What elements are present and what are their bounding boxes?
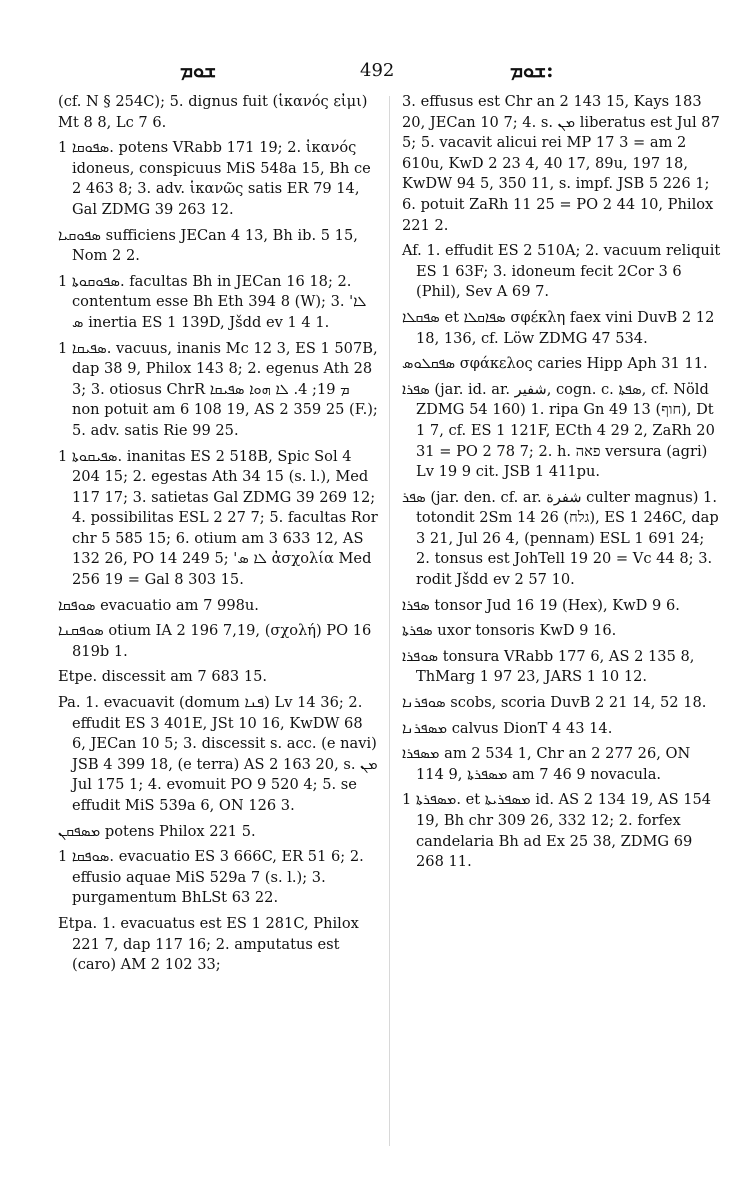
dictionary-entry: (cf. N § 254C); 5. dignus fuit (ἱκανός εἰμι) Mt 8 8, Lc 7 6. <box>58 93 368 131</box>
dictionary-entry: ܣܦܝܩܘܬܐ 1. inanitas ES 2 518B, Spic Sol 4 204 15; 2. egestas Ath 34 15 (s. l.), Med 117 17; 3. satietas Gal ZDMG 39 269 12; 4. possibilitas ESL 2 27 7; 5. facultas Ror chr 5 585 15; 6. otium am 3 633 12, AS 132 26, PO 14 249 5; 'ܠܐ ܣ ἀσχολία Med 256 19 = Gal 8 303 15. <box>58 447 378 589</box>
dictionary-entry: ܣܘܦܩܢܐ otium IA 2 196 7,19, (σχολή) PO 16 819b 1. <box>58 622 372 660</box>
dictionary-entry: ܣܦܝܩܐ 1. vacuus, inanis Mc 12 3, ES 1 507B, dap 38 9, Philox 143 8; 2. egenus Ath 28 3; 3. otiosus ChrR ܡ 19; 4. ܠܐ ܗܘܐ ܣܦܝܩܐ non potuit am 6 108 19, AS 2 359 25 (F.); 5. adv. satis Rie 99 25. <box>58 339 378 439</box>
dictionary-entry: Pa. 1. evacuavit (domum ܦܢܐ) Lv 14 36; 2. effudit ES 3 401E, JSt 10 16, KwDW 68 6, JECan 10 5; 3. discessit s. acc. (e navi) JSB 4 399 18, (e terra) AS 2 163 20, s. ܡܢ Jul 175 1; 4. evomuit PO 9 520 4; 5. se effudit MiS 539a 6, ON 126 3. <box>58 694 378 814</box>
dictionary-entry: ܡܣܦܪܬܐ 1. et ܡܣܦܪܝܬܐ id. AS 2 134 19, AS 154 19, Bh chr 309 26, 332 12; 2. forfex candelaria Bh ad Ex 25 38, ZDMG 69 268 11. <box>402 791 712 871</box>
dictionary-entry: Etpa. 1. evacuatus est ES 1 281C, Philox 221 7, dap 117 16; 2. amputatus est (caro) AM 2 102 33; <box>58 914 359 974</box>
dictionary-entry: ܣܘܦܪܐ tonsura VRabb 177 6, AS 2 135 8, ThMarg 1 97 23, JARS 1 10 12. <box>402 647 695 686</box>
header-left-word: ܫܘܡ <box>180 58 217 82</box>
dictionary-entry: ܡܣܦܪܢܐ calvus DionT 4 43 14. <box>402 719 613 737</box>
dictionary-entry: ܣܦܘܩܝܐ sufficiens JECan 4 13, Bh ib. 5 15, Nom 2 2. <box>58 226 358 265</box>
dictionary-entry: ܣܦܩܠܘܣ σφάκελος caries Hipp Aph 31 11. <box>402 355 708 373</box>
column-divider <box>389 96 390 1146</box>
dictionary-entry: ܣܦܪ (jar. den. cf. ar. شفرة culter magnus) 1. totondit 2Sm 14 26 (גלח), ES 1 246C, dap 3 21, Jul 26 4, (pennam) ESL 1 691 24; 2. tonsus est JohTell 19 20 = Vc 44 8; 3. rodit Jšdd ev 2 57 10. <box>402 488 719 589</box>
dictionary-entry: ܣܦܪܬܐ uxor tonsoris KwD 9 16. <box>402 622 617 640</box>
header-right-word: ܫܘܡ: <box>510 58 554 82</box>
page-number: 492 <box>360 60 395 81</box>
dictionary-entry: ܣܦܩܠܐ et ܣܦܐܩܠܐ σφέκλη faex vini DuvB 2 12 18, 136, cf. Löw ZDMG 47 534. <box>402 308 715 347</box>
page-header <box>0 58 750 88</box>
dictionary-entry: ܡܣܦܪܐ am 2 534 1, Chr an 2 277 26, ON 114 9, ܡܣܦܪܬܐ am 7 46 9 novacula. <box>402 745 691 783</box>
dictionary-entry: ܣܘܦܪܢܐ scobs, scoria DuvB 2 21 14, 52 18. <box>402 694 707 712</box>
dictionary-entry: ܡܣܦܩܢ potens Philox 221 5. <box>58 822 256 840</box>
left-column <box>58 92 378 981</box>
dictionary-entry: ܣܦܘܩܐ 1. potens VRabb 171 19; 2. ἱκανός idoneus, conspicuus MiS 548a 15, Bh ce 2 463 8; 3. adv. ἱκανῶς satis ER 79 14, Gal ZDMG 39 263 12. <box>58 139 371 218</box>
dictionary-entry: ܣܘܦܩܐ evacuatio am 7 998u. <box>58 596 259 614</box>
dictionary-entry: ܣܦܪܐ (jar. id. ar. شفير, cogn. c. ܣܦܬܐ, cf. Nöld ZDMG 54 160) 1. ripa Gn 49 13 (חוף), Dt 1 7, cf. ES 1 121F, ECth 4 29 2, ZaRh 20 31 = PO 2 78 7; 2. h. פאה versura (agri) Lv 19 9 cit. JSB 1 411pu. <box>402 380 715 481</box>
dictionary-entry: ܣܦܪܐ tonsor Jud 16 19 (Hex), KwD 9 6. <box>402 596 680 614</box>
dictionary-entry: Etpe. discessit am 7 683 15. <box>58 668 268 686</box>
dictionary-entry: 3. effusus est Chr an 2 143 15, Kays 183 20, JECan 10 7; 4. s. ܡܢ liberatus est Jul 87 5; 5. vacavit alicui rei MP 17 3 = am 2 610u, KwD 2 23 4, 40 17, 89u, 197 18, KwDW 94 5, 350 11, s. impf. JSB 5 226 1; 6. potuit ZaRh 11 25 = PO 2 44 10, Philox 221 2. <box>402 93 720 234</box>
right-column <box>402 92 722 878</box>
dictionary-entry: ܣܦܘܩܘܬܐ 1. facultas Bh in JECan 16 18; 2. contentum esse Bh Eth 394 8 (W); 3. 'ܠܐ ܣ inertia ES 1 139D, Jšdd ev 1 4 1. <box>58 272 367 331</box>
dictionary-entry: Af. 1. effudit ES 2 510A; 2. vacuum reliquit ES 1 63F; 3. idoneum fecit 2Cor 3 6 (Phil), Sev A 69 7. <box>402 242 721 301</box>
dictionary-entry: ܣܘܦܩܐ 1. evacuatio ES 3 666C, ER 51 6; 2. effusio aquae MiS 529a 7 (s. l.); 3. purgamentum BhLSt 63 22. <box>58 848 364 907</box>
